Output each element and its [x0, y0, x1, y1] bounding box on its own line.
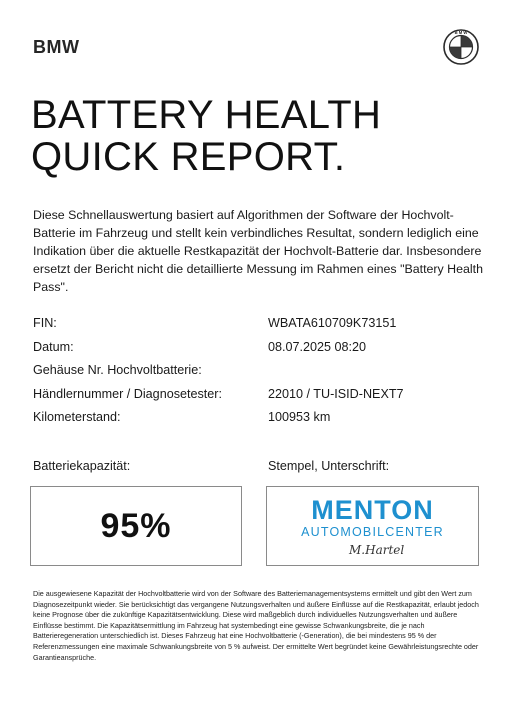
field-kilometerstand [33, 408, 493, 432]
signature: M.Hartel [349, 543, 405, 557]
capacity-value: 95% [100, 506, 172, 545]
stamp-label: Stempel, Unterschrift: [268, 459, 390, 473]
field-datum [33, 338, 493, 362]
stamp-box [266, 486, 479, 566]
field-value: 100953 km [268, 410, 331, 425]
intro-paragraph: Diese Schnellauswertung basiert auf Algorithmen der Software der Hochvolt-Batterie im Fahrzeug und stellt kein verbindliches Resultat, sondern lediglich eine Indikation über die aktuelle Restkapazität der Hochvolt-Batterie dar. Insbesondere ersetzt der Bericht nicht die detaillierte Messung im Rahmen eines "Battery Health Pass". [33, 208, 483, 294]
field-value: 08.07.2025 08:20 [268, 339, 367, 354]
brand-name: BMW [33, 37, 80, 57]
vehicle-info-list [33, 314, 493, 432]
field-label: Händlernummer / Diagnosetester: [33, 386, 222, 401]
svg-text:B M W: B M W [454, 30, 468, 35]
field-fin [33, 314, 493, 338]
field-haendlernummer [33, 385, 493, 409]
field-gehaeuse-nr [33, 361, 493, 385]
field-label: FIN: [33, 316, 57, 330]
stamp-company-name: MENTON [311, 495, 434, 525]
field-label: Datum: [33, 339, 74, 354]
disclaimer-text: Die ausgewiesene Kapazität der Hochvoltbatterie wird von der Software des Batteriemanagementsystems ermittelt und gibt den Wert zum Diagnosezeitpunkt wieder. Sie berücksichtigt das vergangene Nutzungsverhalten und äußere Einflüsse auf die Restkapazität, erlaubt jedoch keine Prognose über die zukünftige Kapazitätsentwicklung. Diese wird maßgeblich durch individuelles Nutzungsverhalten und äußere Einflüsse bestimmt. Die Kapazitätsermittlung im Fahrzeug hat systembedingt eine gewisse Schwankungsbreite, die je nach Batterieregeneration unterschiedlich ist. Dieses Fahrzeug hat eine Hochvoltbatterie (-Generation), die bei mindestens 95 % der Referenzmessungen eine maximale Schwankungsbreite von 5 % aufweist. Der ermittelte Wert begründet keine Gewährleistungsrechte oder Garantieansprüche. [33, 589, 479, 662]
report-title-line-2: QUICK REPORT. [31, 135, 346, 179]
report-title-line-1: BATTERY HEALTH [31, 93, 382, 137]
field-label: Kilometerstand: [33, 410, 121, 425]
field-value: WBATA610709K73151 [268, 316, 397, 330]
field-label: Gehäuse Nr. Hochvoltbatterie: [33, 363, 202, 378]
stamp-company-subtitle: AUTOMOBILCENTER [301, 525, 444, 539]
bmw-roundel-icon [443, 29, 479, 65]
capacity-label: Batteriekapazität: [33, 459, 131, 473]
report-title [31, 94, 381, 178]
capacity-box [30, 486, 242, 566]
field-value: 22010 / TU-ISID-NEXT7 [268, 386, 404, 401]
